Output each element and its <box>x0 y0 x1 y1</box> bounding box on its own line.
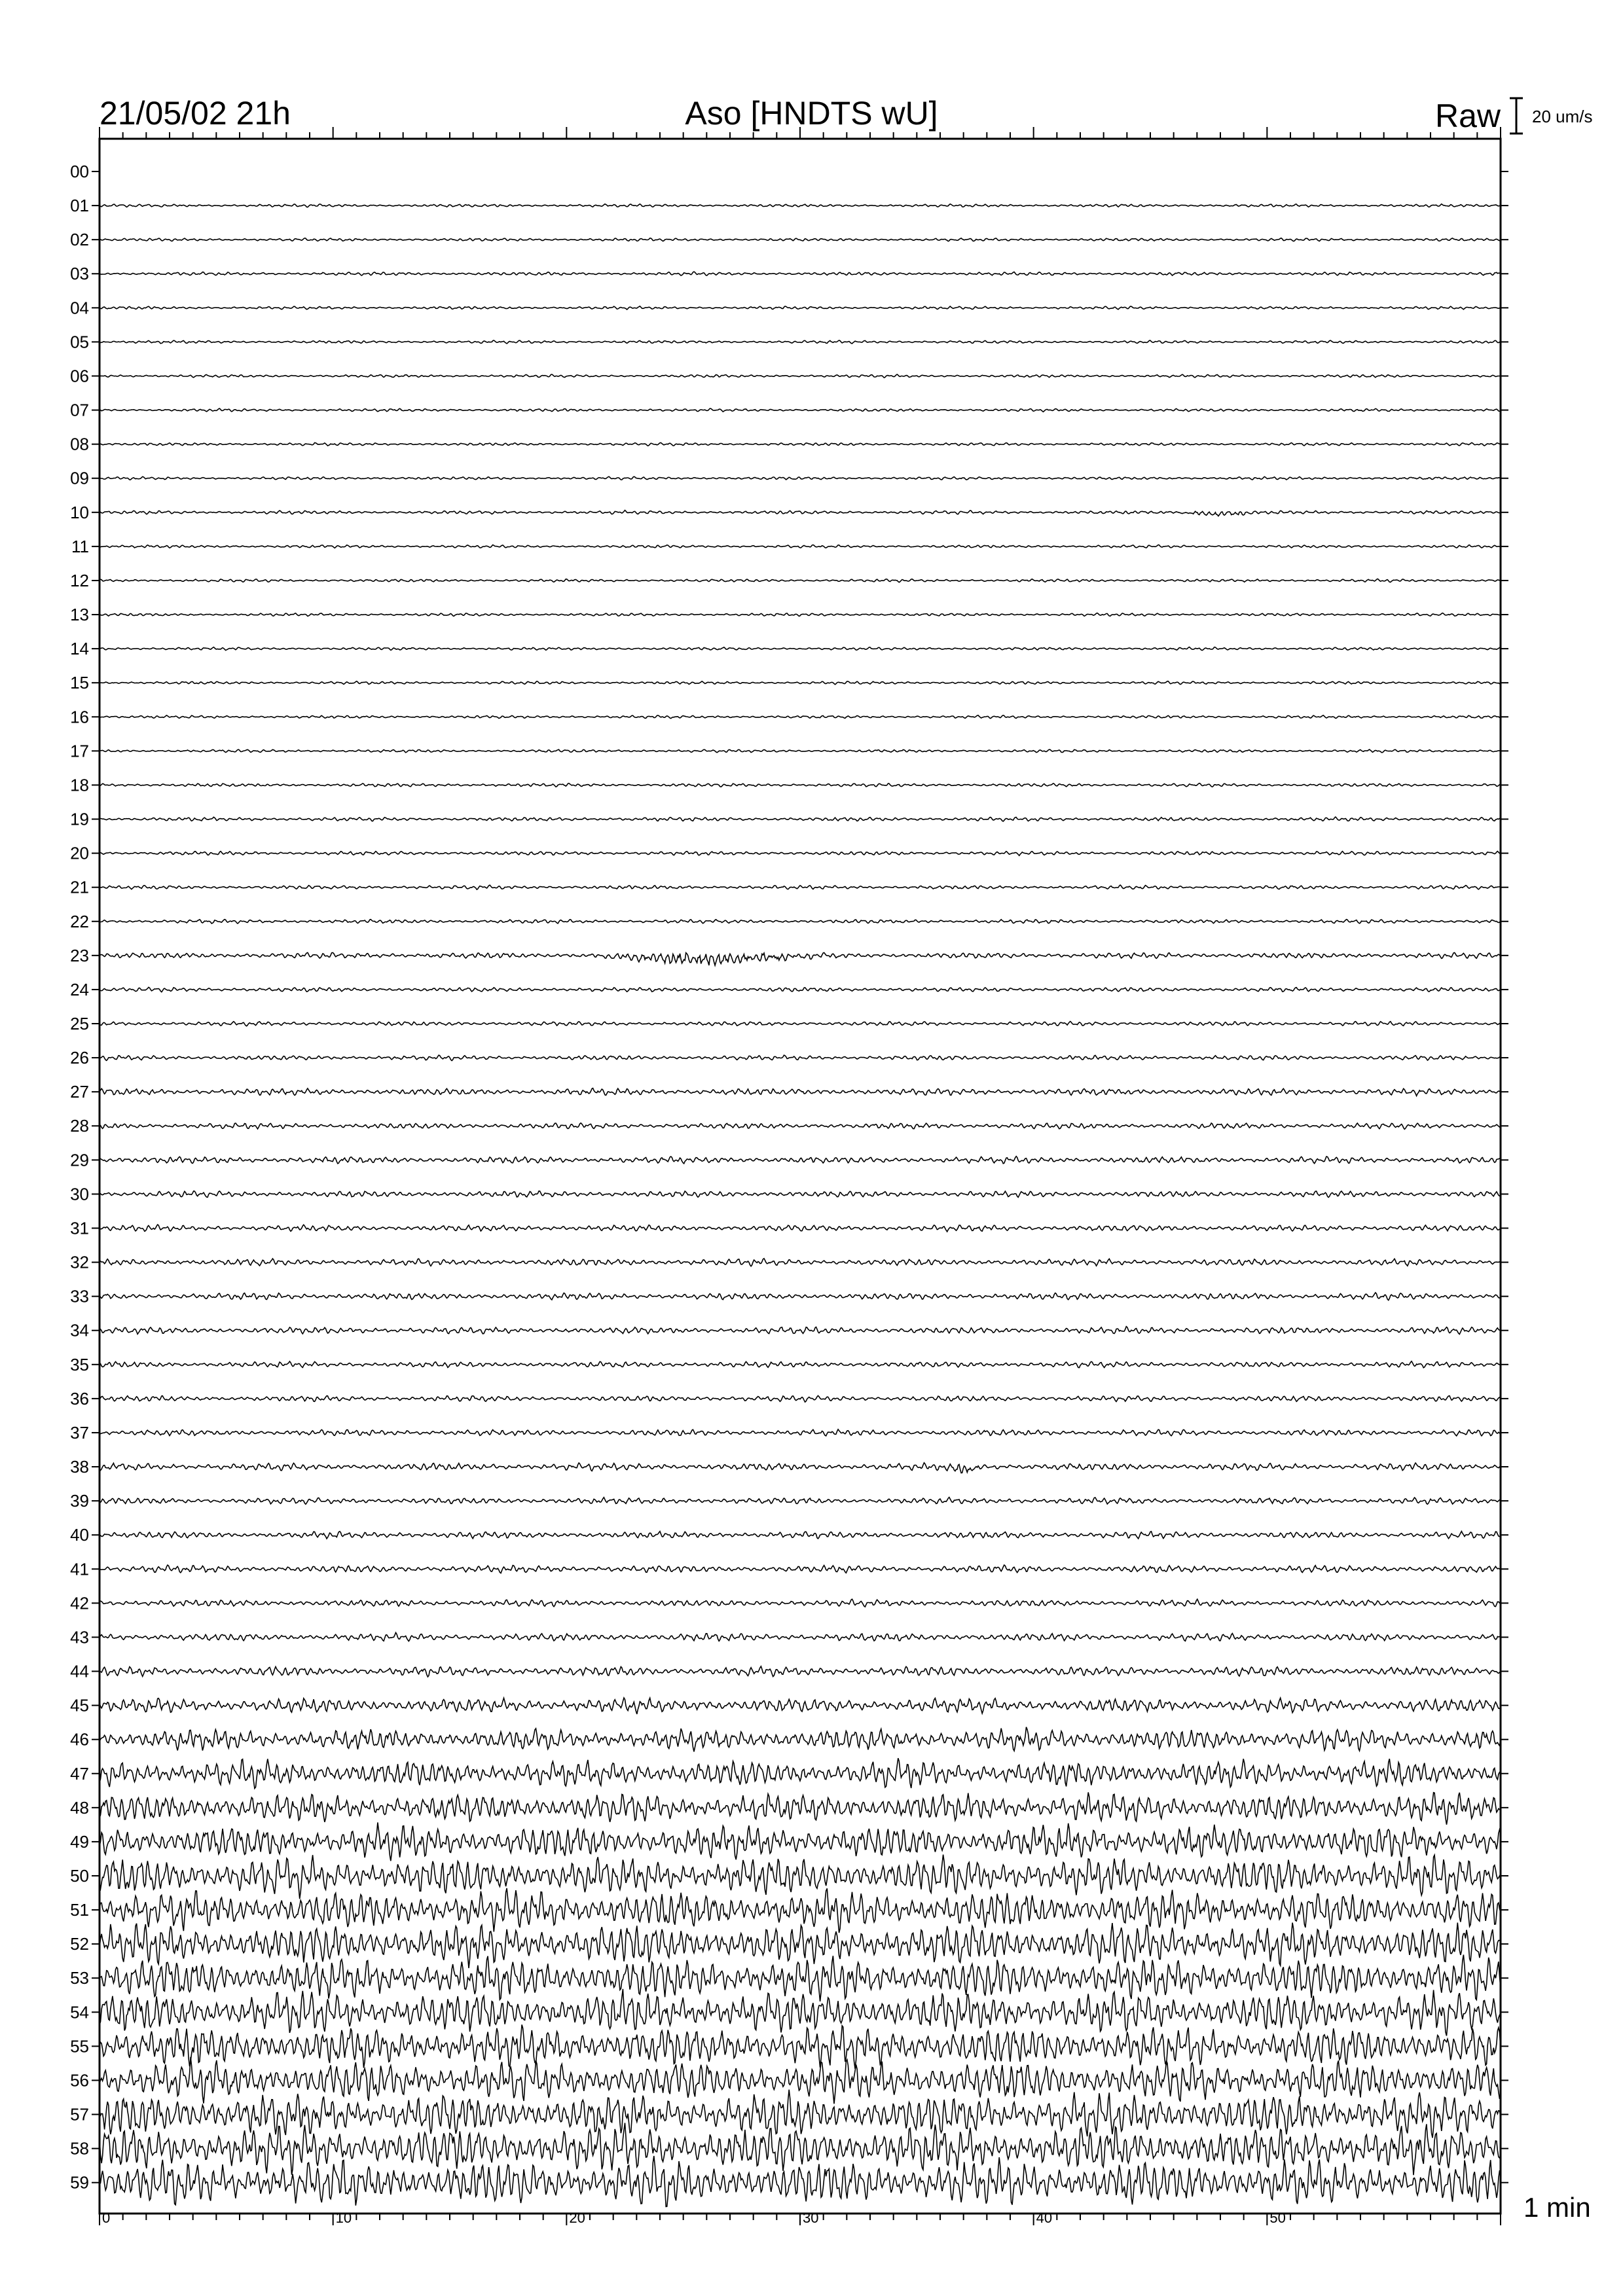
minute-label: 09 <box>70 468 89 488</box>
x-tick-label: 50 <box>1269 2210 1286 2226</box>
trace-line <box>100 885 1501 889</box>
minute-label: 16 <box>70 707 89 727</box>
trace-line <box>100 1632 1501 1641</box>
minute-label: 38 <box>70 1457 89 1477</box>
trace-line <box>100 1463 1501 1473</box>
minute-label: 11 <box>71 536 89 556</box>
minute-label: 39 <box>70 1491 89 1511</box>
trace-line <box>100 1191 1501 1198</box>
minute-label: 49 <box>70 1831 89 1852</box>
trace-line <box>100 1429 1501 1436</box>
trace-line <box>100 511 1501 516</box>
trace-line <box>100 1022 1501 1026</box>
trace-line <box>100 1565 1501 1573</box>
trace-line <box>100 476 1501 480</box>
minute-label: 50 <box>70 1866 89 1886</box>
minute-label: 37 <box>70 1422 89 1443</box>
minute-label: 10 <box>70 502 89 522</box>
minute-label: 36 <box>70 1388 89 1408</box>
trace-line <box>100 1727 1501 1752</box>
station-title: Aso [HNDTS wU] <box>685 95 938 132</box>
minute-label: 31 <box>70 1218 89 1238</box>
minute-label: 58 <box>70 2138 89 2159</box>
minute-label: 25 <box>70 1014 89 1033</box>
scale-label: 20 um/s <box>1532 107 1593 126</box>
x-tick-label: 40 <box>1036 2210 1053 2226</box>
minute-label: 48 <box>70 1797 89 1818</box>
trace-line <box>100 749 1501 753</box>
trace-line <box>100 1259 1501 1266</box>
trace-line <box>100 204 1501 207</box>
trace-line <box>100 1599 1501 1607</box>
minute-label: 22 <box>70 911 89 931</box>
minute-label: 56 <box>70 2070 89 2090</box>
x-tick-label: 20 <box>569 2210 585 2226</box>
trace-line <box>100 272 1501 276</box>
minute-label: 30 <box>70 1184 89 1204</box>
trace-line <box>100 238 1501 242</box>
trace-line <box>100 1666 1501 1677</box>
trace-line <box>100 1823 1501 1861</box>
trace-group <box>100 204 1501 2207</box>
minute-label: 44 <box>70 1661 89 1681</box>
minute-label: 19 <box>70 809 89 829</box>
minute-label: 07 <box>70 400 89 420</box>
minute-label: 21 <box>70 877 89 897</box>
mode-label: Raw <box>1434 98 1501 134</box>
minute-label: 05 <box>70 332 89 352</box>
trace-line <box>100 374 1501 378</box>
minute-label: 24 <box>70 979 89 999</box>
minute-label: 08 <box>70 434 89 454</box>
minute-label: 23 <box>70 945 89 965</box>
trace-line <box>100 613 1501 617</box>
trace-line <box>100 1989 1501 2036</box>
trace-line <box>100 715 1501 719</box>
trace-line <box>100 1698 1501 1714</box>
trace-line <box>100 920 1501 924</box>
trace-line <box>100 817 1501 821</box>
trace-line <box>100 306 1501 310</box>
minute-label: 17 <box>70 741 89 761</box>
trace-line <box>100 2025 1501 2069</box>
minute-label: 43 <box>70 1627 89 1647</box>
minute-label: 14 <box>70 639 89 659</box>
minute-label: 59 <box>70 2172 89 2193</box>
trace-line <box>100 647 1501 651</box>
trace-line <box>100 340 1501 344</box>
minute-label: 54 <box>70 2002 89 2022</box>
minute-label: 29 <box>70 1150 89 1170</box>
minute-label: 00 <box>70 162 89 181</box>
minute-label: 27 <box>70 1082 89 1102</box>
minute-label: 03 <box>70 264 89 284</box>
minute-label: 26 <box>70 1048 89 1068</box>
trace-line <box>100 2156 1501 2207</box>
minute-label: 52 <box>70 1934 89 1954</box>
trace-line <box>100 1758 1501 1788</box>
trace-line <box>100 783 1501 787</box>
trace-line <box>100 2090 1501 2138</box>
trace-line <box>100 1055 1501 1060</box>
minute-label: 41 <box>70 1559 89 1579</box>
minute-label: 35 <box>70 1354 89 1374</box>
trace-line <box>100 1157 1501 1164</box>
trace-line <box>100 442 1501 446</box>
trace-line <box>100 1792 1501 1824</box>
trace-line <box>100 1293 1501 1300</box>
trace-line <box>100 579 1501 582</box>
trace-line <box>100 1361 1501 1368</box>
trace-line <box>100 1888 1501 1933</box>
trace-line <box>100 1498 1501 1505</box>
minute-label: 45 <box>70 1695 89 1715</box>
minute-label: 01 <box>70 196 89 216</box>
minute-label: 32 <box>70 1252 89 1272</box>
minute-label: 04 <box>70 298 89 318</box>
trace-line <box>100 1123 1501 1130</box>
minute-label: 57 <box>70 2104 89 2125</box>
trace-line <box>100 1327 1501 1335</box>
minute-label: 51 <box>70 1900 89 1920</box>
minute-label: 42 <box>70 1593 89 1613</box>
x-tick-label: 0 <box>102 2210 111 2226</box>
trace-line <box>100 987 1501 992</box>
minute-label: 47 <box>70 1763 89 1784</box>
trace-line <box>100 952 1501 965</box>
x-tick-label: 10 <box>335 2210 352 2226</box>
minute-label: 18 <box>70 775 89 795</box>
minute-label: 53 <box>70 1968 89 1988</box>
minute-label: 06 <box>70 366 89 386</box>
axis-group <box>70 127 1508 2226</box>
minute-label: 46 <box>70 1729 89 1749</box>
minute-label: 55 <box>70 2036 89 2056</box>
minute-label: 28 <box>70 1116 89 1136</box>
trace-line <box>100 1855 1501 1899</box>
x-tick-label: 30 <box>803 2210 819 2226</box>
trace-line <box>100 1955 1501 2001</box>
minute-label: 33 <box>70 1286 89 1306</box>
minute-label: 02 <box>70 230 89 250</box>
trace-line <box>100 1923 1501 1968</box>
trace-line <box>100 545 1501 548</box>
trace-line <box>100 408 1501 412</box>
minute-label: 12 <box>70 570 89 590</box>
trace-line <box>100 2057 1501 2104</box>
trace-line <box>100 1088 1501 1096</box>
datetime-label: 21/05/02 21h <box>100 95 291 132</box>
minute-label: 20 <box>70 843 89 863</box>
trace-line <box>100 1225 1501 1232</box>
trace-line <box>100 1532 1501 1539</box>
minute-label: 34 <box>70 1320 89 1340</box>
minute-label: 13 <box>70 605 89 625</box>
trace-line <box>100 1395 1501 1402</box>
minute-label: 40 <box>70 1525 89 1545</box>
minute-label: 15 <box>70 673 89 693</box>
trace-line <box>100 681 1501 685</box>
time-unit-label: 1 min <box>1523 2192 1591 2223</box>
trace-line <box>100 852 1501 856</box>
